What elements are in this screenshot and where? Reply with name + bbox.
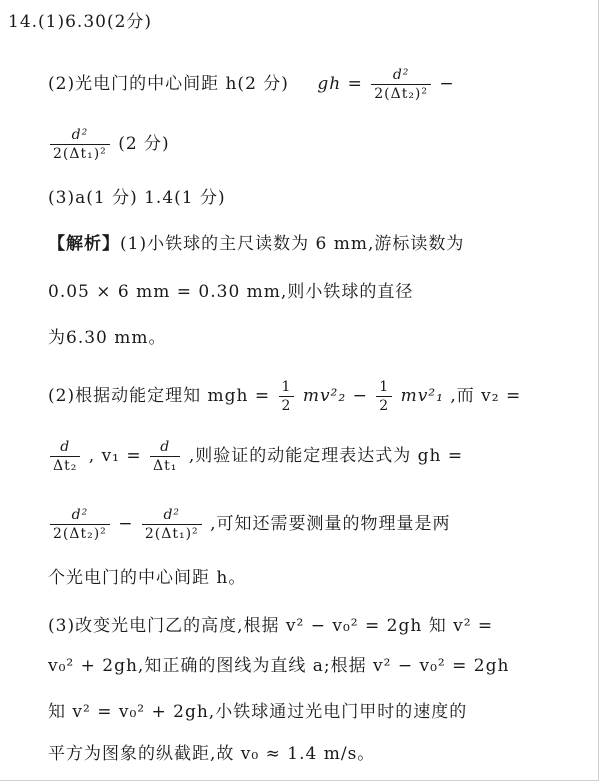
minus-sign: − [352,386,368,406]
fraction-dt2 [371,66,431,103]
analysis-line-3: 为6.30 mm。 [48,328,167,348]
fraction-half [376,378,392,415]
answer-line-1: 14.(1)6.30(2分) [8,12,153,32]
minus-sign: − [118,514,134,534]
fraction-numerator: 1 [281,379,292,395]
analysis-text: ,而 v₂ = [450,386,522,406]
answer-line-4: (3)a(1 分) 1.4(1 分) [48,188,226,208]
analysis-line-5 [48,438,463,475]
answer-line-2 [48,66,455,103]
fraction-numerator: d² [392,67,410,83]
fraction-denominator: 2(Δt₂)² [50,524,110,543]
analysis-line-2: 0.05 × 6 mm = 0.30 mm,则小铁球的直径 [48,282,414,302]
fraction-numerator: d² [71,507,89,523]
analysis-label: 【解析】 [48,234,120,254]
analysis-text: ,可知还需要测量的物理量是两 [210,514,451,534]
fraction-numerator: d [160,439,171,455]
analysis-text: (2)根据动能定理知 mgh = [48,386,271,406]
analysis-line-10: 知 v² = v₀² + 2gh,小铁球通过光电门甲时的速度的 [48,702,468,722]
fraction-numerator: 1 [379,379,390,395]
mv1-term: mv²₁ [400,386,444,406]
analysis-line-1 [48,232,464,256]
minus-sign: − [439,74,455,94]
fraction-half [279,378,295,415]
fraction-d-dt2 [50,438,80,475]
gh-equals: gh = [317,74,363,94]
fraction-numerator: d² [163,507,181,523]
answer-line-3 [48,126,170,163]
fraction-denominator: Δt₁ [150,456,180,475]
fraction-denominator: 2 [279,396,295,415]
fraction-dt2 [50,506,110,543]
fraction-denominator: 2(Δt₁)² [142,524,202,543]
answer-line-2-text: (2)光电门的中心间距 h(2 分) [48,74,289,94]
fraction-dt1 [142,506,202,543]
analysis-line-8: (3)改变光电门乙的高度,根据 v² − v₀² = 2gh 知 v² = [48,616,494,636]
fraction-numerator: d² [71,127,89,143]
fraction-denominator: 2(Δt₂)² [371,84,431,103]
analysis-line-4 [48,378,521,415]
fraction-denominator: Δt₂ [50,456,80,475]
fraction-d-dt1 [150,438,180,475]
analysis-line-6 [48,506,450,543]
analysis-line-9: v₀² + 2gh,知正确的图线为直线 a;根据 v² − v₀² = 2gh [48,656,510,676]
analysis-text: ,则验证的动能定理表达式为 gh = [188,446,464,466]
fraction-denominator: 2(Δt₁)² [50,144,110,163]
analysis-line-11: 平方为图象的纵截距,故 v₀ ≈ 1.4 m/s。 [48,744,376,764]
analysis-text: (1)小铁球的主尺读数为 6 mm,游标读数为 [120,234,465,254]
fraction-dt1 [50,126,110,163]
fraction-denominator: 2 [376,396,392,415]
mv2-term: mv²₂ [302,386,347,406]
analysis-line-7: 个光电门的中心间距 h。 [48,568,247,588]
v1-equals: , v₁ = [88,446,142,466]
fraction-numerator: d [60,439,71,455]
score-label: (2 分) [118,134,170,154]
